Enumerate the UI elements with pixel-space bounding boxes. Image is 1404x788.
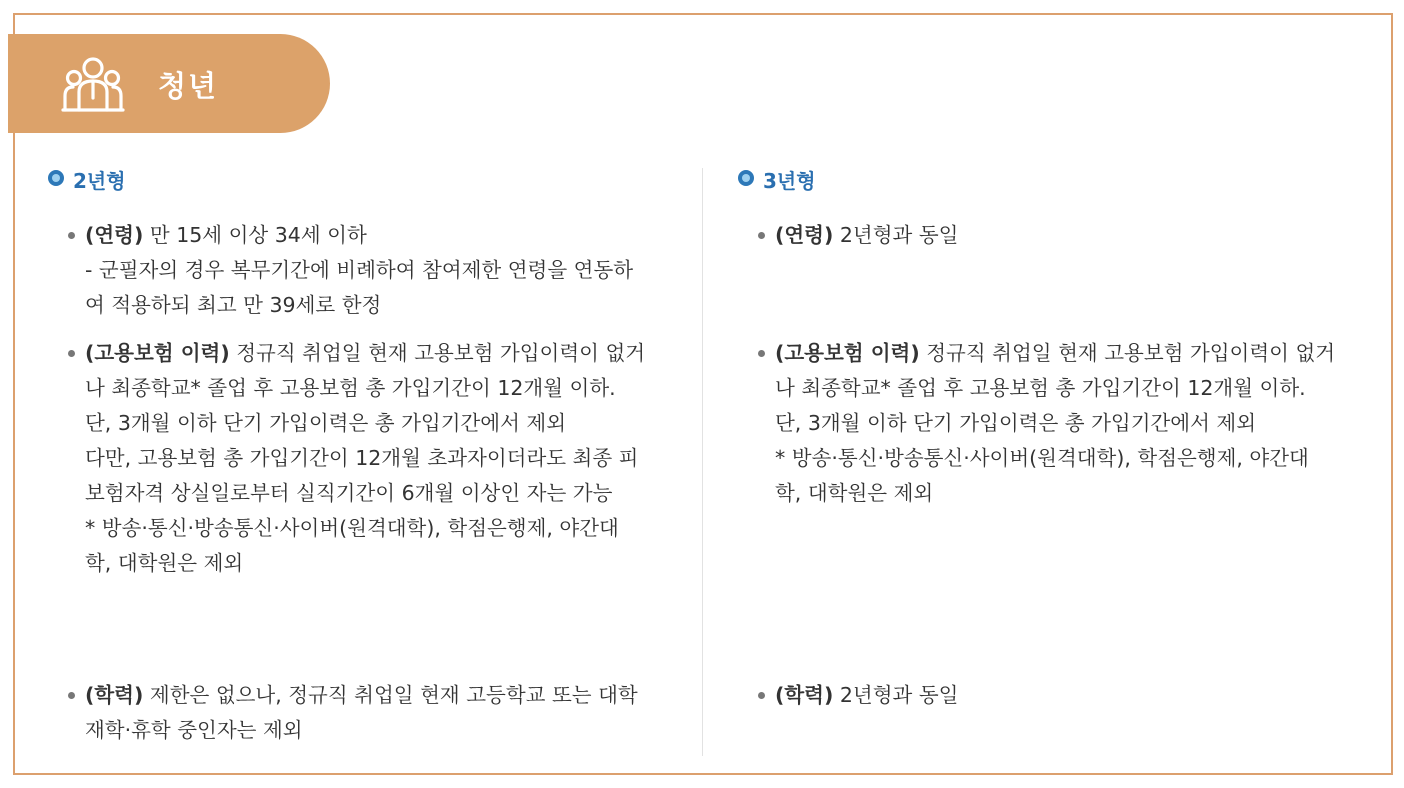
bullet-dot-icon <box>758 350 765 357</box>
bullet-dot-icon <box>758 232 765 239</box>
criteria-text: 정규직 취업일 현재 고용보험 가입이력이 없거 <box>236 341 646 365</box>
column-3year <box>738 165 1378 707</box>
criteria-line: 보험자격 상실일로부터 실직기간이 6개월 이상인 자는 가능 <box>85 481 613 505</box>
criteria-line: 여 적용하되 최고 만 39세로 한정 <box>85 293 382 317</box>
criteria-line <box>775 678 1378 713</box>
section-title: 청년 <box>158 69 219 103</box>
criteria-item-insurance <box>68 336 688 581</box>
criteria-key: (고용보험 이력) <box>775 341 920 365</box>
criteria-line <box>85 678 688 713</box>
column-heading <box>48 165 688 199</box>
criteria-text: 만 15세 이상 34세 이하 <box>149 223 367 247</box>
column-heading-text: 2년형 <box>73 169 126 193</box>
bullet-dot-icon <box>758 692 765 699</box>
column-divider <box>702 168 703 756</box>
column-heading-text: 3년형 <box>763 169 816 193</box>
section-tab <box>8 34 330 133</box>
criteria-line: 학, 대학원은 제외 <box>85 551 244 575</box>
criteria-line: 단, 3개월 이하 단기 가입이력은 총 가입기간에서 제외 <box>85 411 567 435</box>
criteria-item-education <box>758 678 1378 713</box>
criteria-item-insurance <box>758 336 1378 511</box>
criteria-line: - 군필자의 경우 복무기간에 비례하여 참여제한 연령을 연동하 <box>85 258 634 282</box>
criteria-key: (학력) <box>775 683 834 707</box>
criteria-key: (연령) <box>775 223 834 247</box>
criteria-line: 학, 대학원은 제외 <box>775 481 934 505</box>
criteria-line: 다만, 고용보험 총 가입기간이 12개월 초과자이더라도 최종 피 <box>85 446 639 470</box>
criteria-line: 재학·휴학 중인자는 제외 <box>85 718 303 742</box>
criteria-text: 정규직 취업일 현재 고용보험 가입이력이 없거 <box>926 341 1336 365</box>
bullet-dot-icon <box>68 692 75 699</box>
criteria-line: 나 최종학교* 졸업 후 고용보험 총 가입기간이 12개월 이하. <box>775 376 1306 400</box>
criteria-line: * 방송·통신·방송통신·사이버(원격대학), 학점은행제, 야간대 <box>85 516 619 540</box>
circle-bullet-icon <box>48 170 64 186</box>
bullet-dot-icon <box>68 350 75 357</box>
criteria-line <box>775 218 1378 253</box>
column-2year <box>48 165 688 742</box>
criteria-text: 2년형과 동일 <box>839 223 959 247</box>
criteria-item-age <box>68 218 688 323</box>
criteria-line: 단, 3개월 이하 단기 가입이력은 총 가입기간에서 제외 <box>775 411 1257 435</box>
criteria-item-education <box>68 678 688 748</box>
column-heading <box>738 165 1378 199</box>
criteria-line: 나 최종학교* 졸업 후 고용보험 총 가입기간이 12개월 이하. <box>85 376 616 400</box>
bullet-dot-icon <box>68 232 75 239</box>
criteria-line <box>85 336 688 371</box>
criteria-line <box>775 336 1378 371</box>
criteria-line: * 방송·통신·방송통신·사이버(원격대학), 학점은행제, 야간대 <box>775 446 1309 470</box>
criteria-text: 제한은 없으나, 정규직 취업일 현재 고등학교 또는 대학 <box>149 683 638 707</box>
criteria-key: (연령) <box>85 223 144 247</box>
criteria-key: (고용보험 이력) <box>85 341 230 365</box>
criteria-text: 2년형과 동일 <box>839 683 959 707</box>
criteria-item-age <box>758 218 1378 253</box>
circle-bullet-icon <box>738 170 754 186</box>
people-group-icon <box>60 54 126 114</box>
criteria-line <box>85 218 688 253</box>
criteria-key: (학력) <box>85 683 144 707</box>
